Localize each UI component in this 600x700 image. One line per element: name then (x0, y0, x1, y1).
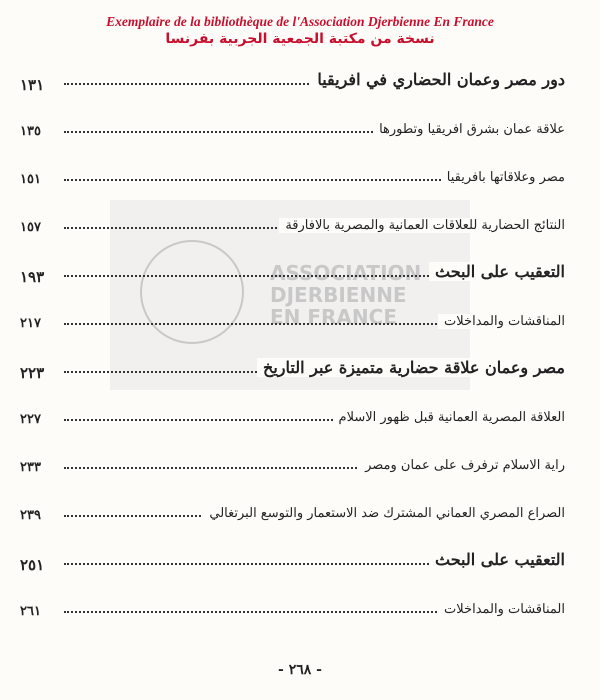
toc-entry (20, 210, 565, 258)
dot-leader (64, 611, 445, 613)
toc-entry (20, 306, 565, 354)
toc-entry (20, 114, 565, 162)
toc-entry-page: ١٣١ (20, 76, 45, 94)
library-stamp-french: Exemplaire de la bibliothèque de l'Association Djerbienne En France (106, 14, 494, 29)
toc-entry-title: الصراع المصري العماني المشترك ضد الاستعمار والتوسع البرتغالي (203, 506, 565, 521)
toc-entry-title: مصر وعمان علاقة حضارية متميزة عبر التاريخ (257, 358, 565, 377)
toc-entry (20, 258, 565, 306)
toc-entry-page: ١٩٣ (20, 268, 45, 286)
toc-entry (20, 498, 565, 546)
toc-entry (20, 402, 565, 450)
toc-entry (20, 162, 565, 210)
toc-entry-page: ٢٦١ (20, 604, 41, 619)
dot-leader (64, 563, 445, 565)
toc-entry-title: راية الاسلام ترفرف على عمان ومصر (359, 458, 565, 473)
toc-entry (20, 354, 565, 402)
dot-leader (64, 275, 445, 277)
toc-entry (20, 546, 565, 594)
toc-entry-title: العلاقة المصرية العمانية قبل ظهور الاسلام (333, 410, 565, 425)
library-stamp (0, 14, 600, 47)
toc-entry-page: ٢٣٣ (20, 460, 41, 475)
toc-entry-page: ١٣٥ (20, 124, 41, 139)
toc-entry-page: ١٥٧ (20, 220, 41, 235)
toc-entry-title: دور مصر وعمان الحضاري في افريقيا (311, 70, 565, 89)
watermark-text: ASSOCIATION DJERBIENNE EN FRANCE (270, 261, 422, 329)
toc-entry-page: ٢٢٣ (20, 364, 45, 382)
toc-entry-title: علاقة عمان بشرق افريقيا وتطورها (373, 122, 565, 137)
dot-leader (64, 179, 445, 181)
toc-entry-title: المناقشات والمداخلات (438, 314, 565, 329)
dot-leader (64, 323, 445, 325)
table-of-contents (20, 66, 565, 642)
toc-entry-title: التعقيب على البحث (429, 550, 565, 569)
toc-entry-page: ٢٥١ (20, 556, 45, 574)
toc-entry (20, 594, 565, 642)
toc-entry-title: المناقشات والمداخلات (438, 602, 565, 617)
library-stamp-arabic: نسخة من مكتبة الجمعية الجربية بفرنسا (165, 31, 435, 47)
toc-entry-title: النتائج الحضارية للعلاقات العمانية والمصرية بالافارقة (279, 218, 565, 233)
toc-entry (20, 450, 565, 498)
toc-entry-page: ١٥١ (20, 172, 41, 187)
toc-entry-page: ٢٣٩ (20, 508, 41, 523)
toc-entry-title: مصر وعلاقاتها بافريقيا (441, 170, 565, 185)
page-number: - ٢٦٨ - (278, 662, 322, 678)
toc-entry-title: التعقيب على البحث (429, 262, 565, 281)
toc-entry-page: ٢٢٧ (20, 412, 41, 427)
toc-entry (20, 66, 565, 114)
toc-entry-page: ٢١٧ (20, 316, 41, 331)
